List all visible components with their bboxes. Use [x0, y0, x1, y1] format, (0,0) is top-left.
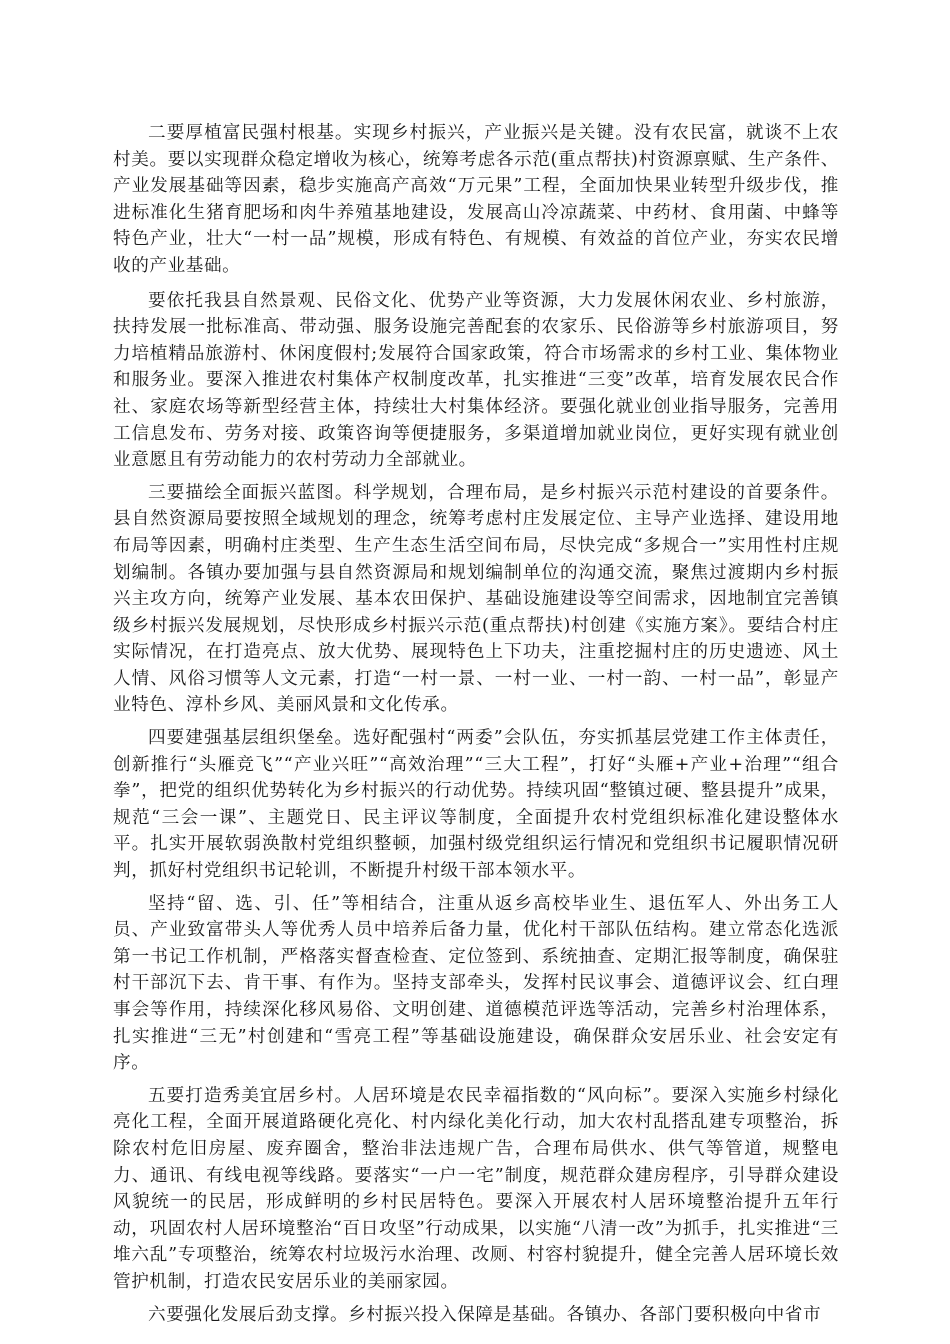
- paragraph-rural-tourism: 要依托我县自然景观、民俗文化、优势产业等资源，大力发展休闲农业、乡村旅游，扶持发展一批标准高、带动强、服务设施完善配套的农家乐、民俗游等乡村旅游项目，努力培植精品旅游村、休闲度假村;发展符合国家政策，符合市场需求的乡村工业、集体物业和服务业。要深入推进农村集体产权制度改革，扎实推进“三变”改革，培育发展农民合作社、家庭农场等新型经营主体，持续壮大村集体经济。要强化就业创业指导服务，完善用工信息发布、劳务对接、政策咨询等便捷服务，多渠道增加就业岗位，更好实现有就业创业意愿且有劳动能力的农村劳动力全部就业。: [113, 290, 839, 471]
- paragraph-grassroots-organization: 四要建强基层组织堡垒。选好配强村“两委”会队伍，夯实抓基层党建工作主体责任，创新推行“头雁竞飞”“产业兴旺”“高效治理”“三大工程”，打好“头雁+产业+治理”“组合拳”，把党的组织优势转化为乡村振兴的行动优势。持续巩固“整镇过硬、整县提升”成果，规范“三会一课”、主题党日、民主评议等制度，全面提升农村党组织标准化建设整体水平。扎实开展软弱涣散村党组织整顿，加强村级党组织运行情况和党组织书记履职情况研判，抓好村党组织书记轮训，不断提升村级干部本领水平。: [113, 728, 839, 882]
- paragraph-cadre-team: 坚持“留、选、引、任”等相结合，注重从返乡高校毕业生、退伍军人、外出务工人员、产业致富带头人等优秀人员中培养后备力量，优化村干部队伍结构。建立常态化选派第一书记工作机制，严格落实督查检查、定位签到、系统抽查、定期汇报等制度，确保驻村干部沉下去、肯干事、有作为。坚持支部牵头，发挥村民议事会、道德评议会、红白理事会等作用，持续深化移风易俗、文明创建、道德模范评选等活动，完善乡村治理体系，扎实推进“三无”村创建和“雪亮工程”等基础设施建设，确保群众安居乐业、社会安定有序。: [113, 893, 839, 1074]
- paragraph-development-support: 六要强化发展后劲支撑。乡村振兴投入保障是基础。各镇办、各部门要积极向中省市: [148, 1304, 822, 1325]
- paragraph-planning-blueprint: 三要描绘全面振兴蓝图。科学规划，合理布局，是乡村振兴示范村建设的首要条件。县自然资源局要按照全域规划的理念，统筹考虑村庄发展定位、主导产业选择、建设用地布局等因素，明确村庄类型、生产生态生活空间布局，尽快完成“多规合一”实用性村庄规划编制。各镇办要加强与县自然资源局和规划编制单位的沟通交流，聚焦过渡期内乡村振兴主攻方向，统筹产业发展、基本农田保护、基础设施建设等空间需求，因地制宜完善镇级乡村振兴发展规划，尽快形成乡村振兴示范(重点帮扶)村创建《实施方案》。要结合村庄实际情况，在打造亮点、放大优势、展现特色上下功夫，注重挖掘村庄的历史遗迹、风土人情、风俗习惯等人文元素，打造“一村一景、一村一业、一村一韵、一村一品”，彰显产业特色、淳朴乡风、美丽风景和文化传承。: [113, 482, 839, 716]
- paragraph-industry-foundation: 二要厚植富民强村根基。实现乡村振兴，产业振兴是关键。没有农民富，就谈不上农村美。要以实现群众稳定增收为核心，统筹考虑各示范(重点帮扶)村资源禀赋、生产条件、产业发展基础等因素，稳步实施高产高效“万元果”工程，全面加快果业转型升级步伐，推进标准化生猪育肥场和肉牛养殖基地建设，发展高山冷凉蔬菜、中药材、食用菌、中蜂等特色产业，壮大“一村一品”规模，形成有特色、有规模、有效益的首位产业，夯实农民增收的产业基础。: [113, 123, 839, 276]
- paragraph-livable-village: 五要打造秀美宜居乡村。人居环境是农民幸福指数的“风向标”。要深入实施乡村绿化亮化工程，全面开展道路硬化亮化、村内绿化美化行动，加大农村乱搭乱建专项整治，拆除农村危旧房屋、废弃圈舍，整治非法违规广告，合理布局供水、供气等管道，规整电力、通讯、有线电视等线路。要落实“一户一宅”制度，规范群众建房程序，引导群众建设风貌统一的民居，形成鲜明的乡村民居特色。要深入开展农村人居环境整治提升五年行动，巩固农村人居环境整治“百日攻坚”行动成果，以实施“八清一改”为抓手，扎实推进“三堆六乱”专项整治，统筹农村垃圾污水治理、改厕、村容村貌提升，健全完善人居环境长效管护机制，打造农民安居乐业的美丽家园。: [113, 1085, 839, 1292]
- document-page: [113, 120, 839, 1328]
